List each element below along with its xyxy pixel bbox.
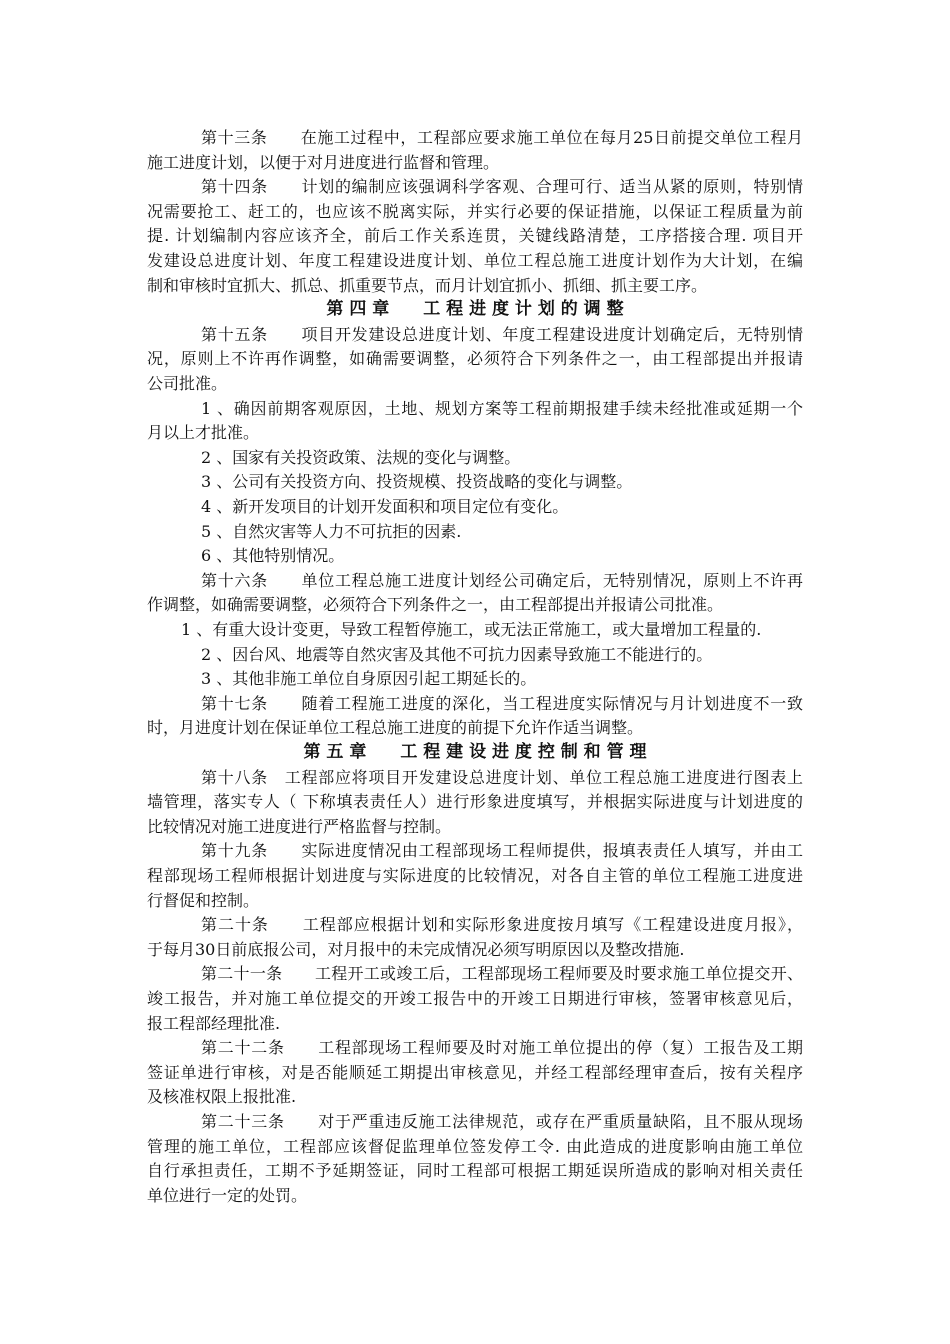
paragraph-line: 公司批准。 [147,374,228,393]
chapter-heading: 第 五 章 工 程 建 设 进 度 控 制 和 管 理 [303,742,647,762]
paragraph-line-first: 第十三条 在施工过程中，工程部应要求施工单位在每月25日前提交单位工程月 [201,128,803,147]
paragraph-line-first: 4 、新开发项目的计划开发面积和项目定位有变化。 [201,497,569,516]
paragraph-line: 况需要抢工、赶工的，也应该不脱离实际，并实行必要的保证措施，以保证工程质量为前 [147,201,803,221]
paragraph-line: 竣工报告，并对施工单位提交的开竣工报告中的开竣工日期进行审核，签署审核意见后， [147,989,803,1008]
paragraph-line-first: 1 、有重大设计变更，导致工程暂停施工，或无法正常施工，或大量增加工程量的. [181,620,762,639]
paragraph-line: 单位进行一定的处罚。 [147,1185,308,1205]
paragraph-line-first: 3 、公司有关投资方向、投资规模、投资战略的变化与调整。 [201,472,633,492]
paragraph-line-first: 3 、其他非施工单位自身原因引起工期延长的。 [201,669,537,689]
paragraph-line: 提. 计划编制内容应该齐全，前后工作关系连贯，关键线路清楚，工序搭接合理. 项目开 [147,226,803,246]
paragraph-line: 施工进度计划，以便于对月进度进行监督和管理。 [147,152,500,172]
paragraph-line: 作调整，如确需要调整，必须符合下列条件之一，由工程部提出并报请公司批准。 [147,595,724,615]
paragraph-line-first: 第二十一条 工程开工或竣工后，工程部现场工程师要及时要求施工单位提交开、 [201,964,803,984]
paragraph-line: 时，月进度计划在保证单位工程总施工进度的前提下允许作适当调整。 [147,718,644,738]
paragraph-line: 月以上才批准。 [147,423,260,443]
paragraph-line-first: 第十五条 项目开发建设总进度计划、年度工程建设进度计划确定后，无特别情 [201,324,803,344]
paragraph-line-first: 第二十二条 工程部现场工程师要及时对施工单位提出的停（复）工报告及工期 [201,1038,803,1058]
paragraph-line-first: 第十六条 单位工程总施工进度计划经公司确定后，无特别情况，原则上不许再 [201,570,803,590]
paragraph-line: 签证单进行审核，对是否能顺延工期提出审核意见，并经工程部经理审查后，按有关程序 [147,1062,803,1082]
chapter-heading: 第 四 章 工 程 进 度 计 划 的 调 整 [326,299,624,320]
paragraph-line: 墙管理，落实专人（ 下称填表责任人）进行形象进度填写，并根据实际进度与计划进度的 [147,792,803,812]
paragraph-line-first: 5 、自然灾害等人力不可抗拒的因素. [201,521,462,541]
paragraph-line: 制和审核时宜抓大、抓总、抓重要节点，而月计划宜抓小、抓细、抓主要工序。 [147,275,708,295]
paragraph-line: 行督促和控制。 [147,890,260,910]
paragraph-line-first: 6 、其他特别情况。 [201,546,345,566]
paragraph-line: 况，原则上不许再作调整，如确需要调整，必须符合下列条件之一，由工程部提出并报请 [147,349,803,369]
paragraph-line: 及核准权限上报批准. [147,1087,297,1107]
paragraph-line-first: 2 、国家有关投资政策、法规的变化与调整。 [201,447,521,467]
paragraph-line: 报工程部经理批准. [147,1013,281,1033]
paragraph-line: 管理的施工单位，工程部应该督促监理单位签发停工令. 由此造成的进度影响由施工单位 [147,1136,803,1156]
paragraph-line: 程部现场工程师根据计划进度与实际进度的比较情况，对各自主管的单位工程施工进度进 [147,866,803,885]
paragraph-line-first: 第二十条 工程部应根据计划和实际形象进度按月填写《工程建设进度月报》， [201,915,803,935]
paragraph-line-first: 第二十三条 对于严重违反施工法律规范，或存在严重质量缺陷，且不服从现场 [201,1112,803,1131]
paragraph-line-first: 第十九条 实际进度情况由工程部现场工程师提供，报填表责任人填写，并由工 [201,841,803,861]
paragraph-line-first: 第十四条 计划的编制应该强调科学客观、合理可行、适当从紧的原则，特别情 [201,177,803,197]
paragraph-line-first: 第十八条 工程部应将项目开发建设总进度计划、单位工程总施工进度进行图表上 [201,767,803,787]
paragraph-line: 比较情况对施工进度进行严格监督与控制。 [147,816,452,836]
paragraph-line-first: 2 、因台风、地震等自然灾害及其他不可抗力因素导致施工不能进行的。 [201,644,713,664]
paragraph-line: 自行承担责任，工期不予延期签证，同时工程部可根据工期延误所造成的影响对相关责任 [147,1161,803,1181]
paragraph-line-first: 1 、确因前期客观原因，土地、规划方案等工程前期报建手续未经批准或延期一个 [201,398,803,418]
paragraph-line-first: 第十七条 随着工程施工进度的深化，当工程进度实际情况与月计划进度不一致 [201,693,803,713]
paragraph-line: 发建设总进度计划、年度工程建设进度计划、单位工程总施工进度计划作为大计划，在编 [147,251,803,270]
paragraph-line: 于每月30日前底报公司，对月报中的未完成情况必须写明原因以及整改措施. [147,939,685,959]
